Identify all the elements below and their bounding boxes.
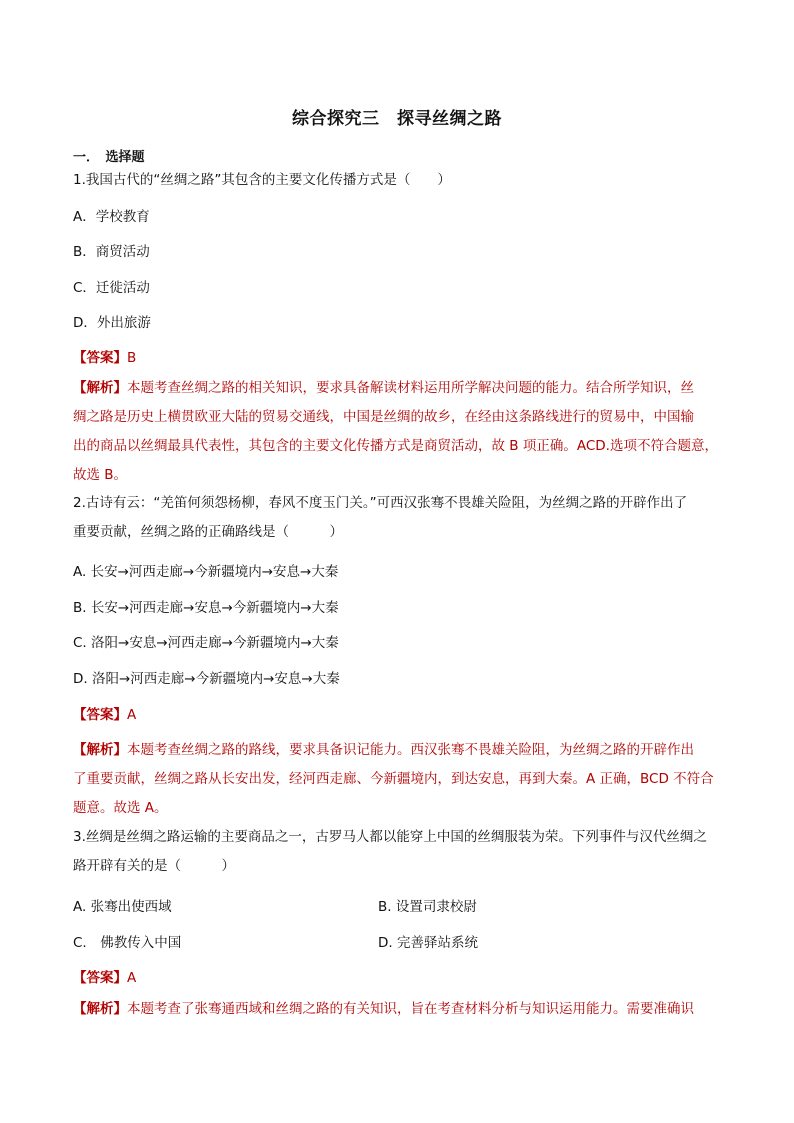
question-1-analysis	[73, 374, 723, 490]
question-2-stem: 2.古诗有云：“羌笛何须怨杨柳，春风不度玉门关。”可西汉张骞不畏雄关险阻，为丝绸之路的开辟作出了 重要贡献，丝绸之路的正确路线是（ ）	[73, 495, 688, 540]
answer-tag: 【答案】	[73, 707, 127, 723]
question-3-option-c: C. 佛教传入中国	[73, 935, 182, 951]
answer-value: A	[127, 707, 137, 723]
analysis-line: 出的商品以丝绸最具代表性，其包含的主要文化传播方式是商贸活动，故 B 项正确。ACD.选项不符合题意，	[73, 438, 718, 454]
question-1-option-d: D．外出旅游	[73, 315, 151, 331]
question-3-answer	[73, 966, 136, 986]
question-3-option-d: D. 完善驿站系统	[378, 935, 478, 951]
question-3-option-a: A. 张骞出使西域	[73, 899, 172, 915]
question-1-option-a: A．学校教育	[73, 209, 150, 225]
question-1-option-c: C．迁徙活动	[73, 280, 150, 296]
section-heading: 一． 选择题	[73, 150, 145, 165]
question-3-analysis	[73, 995, 723, 1024]
answer-tag: 【答案】	[73, 970, 127, 986]
page-title: 综合探究三 探寻丝绸之路	[292, 109, 502, 129]
analysis-line: 【解析】本题考查了张骞通西域和丝绸之路的有关知识，旨在考查材料分析与知识运用能力。需要准确识	[73, 1001, 694, 1017]
analysis-line: 绸之路是历史上横贯欧亚大陆的贸易交通线，中国是丝绸的故乡，在经由这条路线进行的贸易中，中国输	[73, 409, 694, 425]
question-2-option-b: B. 长安→河西走廊→安息→今新疆境内→大秦	[73, 600, 339, 616]
question-3-stem: 3.丝绸是丝绸之路运输的主要商品之一，古罗马人都以能穿上中国的丝绸服装为荣。下列事件与汉代丝绸之 路开辟有关的是（ ）	[73, 829, 707, 874]
analysis-line: 了重要贡献，丝绸之路从长安出发，经河西走廊、今新疆境内，到达安息，再到大秦。A 正确，BCD 不符合	[73, 771, 714, 787]
analysis-tag: 【解析】	[73, 380, 127, 396]
analysis-line: 故选 B。	[73, 467, 128, 483]
analysis-line: 【解析】本题考查丝绸之路的路线，要求具备识记能力。西汉张骞不畏雄关险阻，为丝绸之路的开辟作出	[73, 742, 694, 758]
answer-tag: 【答案】	[73, 350, 127, 366]
question-1-option-b: B．商贸活动	[73, 244, 150, 260]
analysis-tag: 【解析】	[73, 1001, 127, 1017]
question-1-answer	[73, 346, 136, 366]
analysis-tag: 【解析】	[73, 742, 127, 758]
question-2-option-d: D. 洛阳→河西走廊→今新疆境内→安息→大秦	[73, 671, 340, 687]
analysis-line: 题意。故选 A。	[73, 800, 168, 816]
answer-value: A	[127, 970, 137, 986]
answer-value: B	[127, 350, 137, 366]
question-2-analysis	[73, 736, 723, 823]
question-2-option-a: A. 长安→河西走廊→今新疆境内→安息→大秦	[73, 564, 339, 580]
question-1-stem: 1.我国古代的“丝绸之路”其包含的主要文化传播方式是（ ）	[73, 172, 451, 188]
question-2-answer	[73, 703, 136, 723]
analysis-line: 【解析】本题考查丝绸之路的相关知识，要求具备解读材料运用所学解决问题的能力。结合所学知识，丝	[73, 380, 694, 396]
question-3-option-b: B. 设置司隶校尉	[378, 899, 477, 915]
question-2-option-c: C. 洛阳→安息→河西走廊→今新疆境内→大秦	[73, 635, 339, 651]
